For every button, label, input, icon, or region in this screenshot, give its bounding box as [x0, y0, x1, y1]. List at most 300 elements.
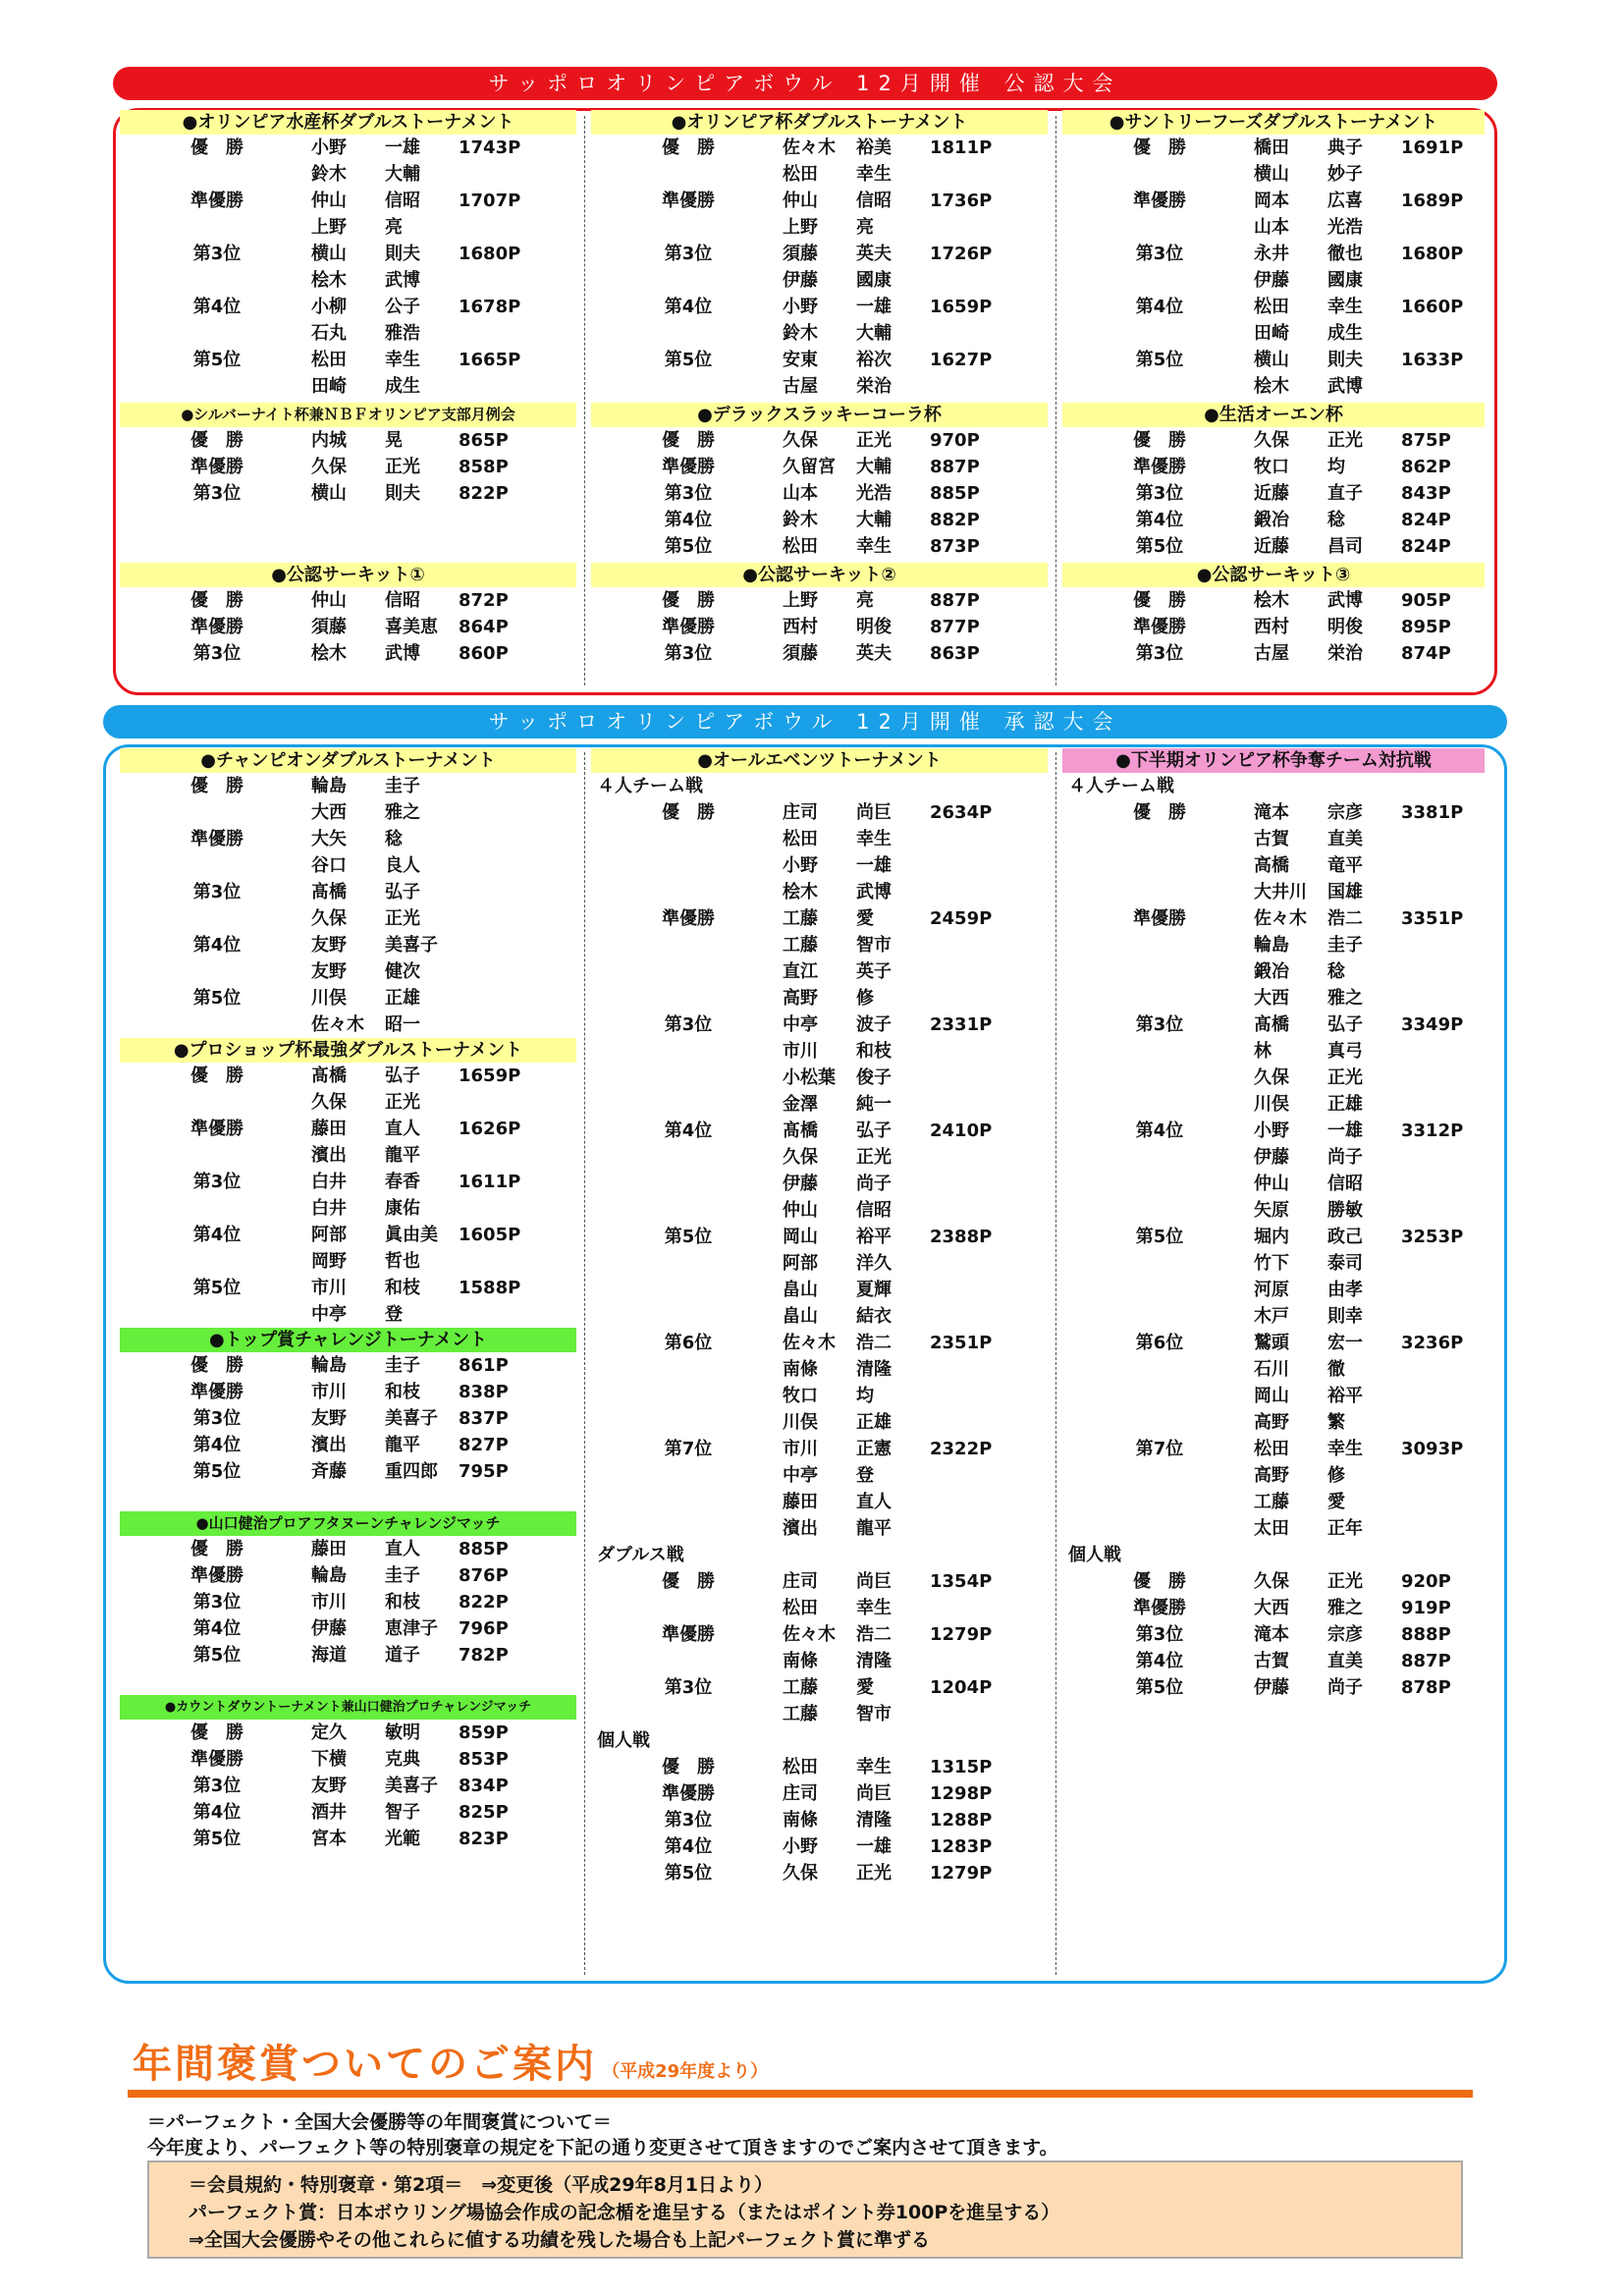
last-name: 庄司 [783, 802, 818, 823]
score: 1288P [930, 1810, 993, 1831]
rank-label: 第3位 [192, 483, 242, 504]
first-name: 英夫 [856, 244, 892, 264]
rank-label: 優 勝 [190, 1066, 243, 1086]
first-name: 國康 [856, 270, 892, 291]
tournament-section [120, 1511, 576, 1695]
last-name: 市川 [311, 1592, 347, 1613]
first-name: 弘子 [385, 1066, 420, 1086]
first-name: 哲也 [385, 1251, 420, 1272]
last-name: 石丸 [311, 323, 347, 344]
result-row [1062, 1648, 1485, 1674]
rank-label: 第5位 [1135, 350, 1184, 370]
last-name: 工藤 [1254, 1492, 1289, 1512]
result-row [591, 879, 1048, 905]
first-name: 幸生 [856, 829, 892, 849]
result-row [591, 427, 1048, 454]
rank-label: 第3位 [664, 1677, 713, 1698]
result-row [591, 1250, 1048, 1277]
score: 834P [459, 1776, 509, 1796]
first-name: 成生 [385, 376, 420, 397]
first-name: 雅之 [1327, 1598, 1363, 1618]
rank-label: 第4位 [192, 297, 242, 317]
last-name: 藤田 [311, 1119, 347, 1139]
last-name: 佐々木 [1254, 908, 1307, 929]
approved-banner: サッポロオリンピアボウル 12月開催 承認大会 [103, 705, 1507, 738]
official-column-2 [591, 110, 1048, 667]
score: 882P [930, 510, 980, 530]
score: 873P [930, 536, 980, 557]
result-row [120, 1720, 576, 1746]
first-name: 愛 [1327, 1492, 1345, 1512]
result-row [1062, 1171, 1485, 1197]
result-row [591, 1197, 1048, 1224]
tournament-section [591, 110, 1048, 403]
result-row [120, 879, 576, 905]
last-name: 仲山 [311, 191, 347, 211]
result-row [591, 1303, 1048, 1330]
last-name: 市川 [311, 1278, 347, 1298]
rank-label: 優 勝 [190, 590, 243, 611]
result-row [120, 1562, 576, 1589]
last-name: 古屋 [783, 376, 818, 397]
first-name: 一雄 [856, 1836, 892, 1857]
section-title: ●オールエベンツトーナメント [591, 748, 1048, 773]
first-name: 徹 [1327, 1359, 1345, 1380]
result-row [1062, 135, 1485, 161]
result-row [591, 1038, 1048, 1065]
last-name: 鷲頭 [1254, 1333, 1289, 1353]
last-name: 石川 [1254, 1359, 1289, 1380]
score: 795P [459, 1461, 509, 1482]
rank-label: 第3位 [192, 1592, 242, 1613]
rank-label: 準優勝 [662, 191, 715, 211]
rank-label: 準優勝 [662, 1624, 715, 1645]
last-name: 伊藤 [1254, 1147, 1289, 1168]
rank-label: 準優勝 [190, 191, 243, 211]
result-row [1062, 587, 1485, 614]
score: 1660P [1401, 297, 1464, 317]
score: 838P [459, 1382, 509, 1402]
last-name: 輪島 [1254, 935, 1289, 956]
last-name: 桧木 [311, 643, 347, 664]
first-name: 尚巨 [856, 1783, 892, 1804]
last-name: 鍛冶 [1254, 510, 1289, 530]
score: 3349P [1401, 1014, 1464, 1035]
result-row [120, 320, 576, 347]
rank-label: 優 勝 [1133, 590, 1186, 611]
last-name: 上野 [783, 217, 818, 238]
last-name: 桧木 [311, 270, 347, 291]
result-row [120, 1826, 576, 1852]
last-name: 近藤 [1254, 536, 1289, 557]
rank-label: 第4位 [664, 1836, 713, 1857]
last-name: 輪島 [311, 1355, 347, 1376]
result-row [591, 1224, 1048, 1250]
section-title: ●公認サーキット③ [1062, 563, 1485, 587]
first-name: 正年 [1327, 1518, 1363, 1539]
score: 970P [930, 430, 980, 451]
section-title: ●プロショップ杯最強ダブルストーナメント [120, 1038, 576, 1063]
last-name: 高橋 [1254, 855, 1289, 876]
last-name: 小柳 [311, 297, 347, 317]
rank-label: 第7位 [664, 1439, 713, 1459]
last-name: 横山 [311, 244, 347, 264]
first-name: 信昭 [385, 191, 420, 211]
official-column-3 [1062, 110, 1485, 667]
rank-label: 準優勝 [1133, 617, 1186, 637]
last-name: 滝本 [1254, 802, 1289, 823]
rank-label: 第3位 [1135, 643, 1184, 664]
result-row [1062, 614, 1485, 640]
result-row [591, 454, 1048, 480]
score: 3236P [1401, 1333, 1464, 1353]
result-row [1062, 1197, 1485, 1224]
result-row [1062, 214, 1485, 241]
last-name: 桧木 [783, 882, 818, 902]
score: 782P [459, 1645, 509, 1666]
first-name: 浩二 [1327, 908, 1363, 929]
rank-label: 準優勝 [190, 1119, 243, 1139]
result-row [120, 614, 576, 640]
rank-label: 第3位 [192, 1776, 242, 1796]
last-name: 久保 [311, 908, 347, 929]
last-name: 海道 [311, 1645, 347, 1666]
tournament-section [120, 110, 576, 403]
score: 887P [930, 590, 980, 611]
rank-label: 第3位 [664, 244, 713, 264]
last-name: 堀内 [1254, 1227, 1289, 1247]
result-row [1062, 427, 1485, 454]
rank-label: 第3位 [192, 1172, 242, 1192]
last-name: 久保 [783, 430, 818, 451]
result-row [1062, 932, 1485, 958]
last-name: 工藤 [783, 1704, 818, 1724]
first-name: 一雄 [385, 137, 420, 158]
notice-heading [133, 2033, 768, 2089]
score: 822P [459, 1592, 509, 1613]
first-name: 信昭 [856, 1200, 892, 1221]
last-name: 大矢 [311, 829, 347, 849]
result-row [120, 454, 576, 480]
subsection-label: ４人チーム戦 [597, 776, 703, 796]
result-row [591, 1118, 1048, 1144]
last-name: 上野 [311, 217, 347, 238]
rank-label: 準優勝 [190, 617, 243, 637]
first-name: 純一 [856, 1094, 892, 1115]
notice-title-note: （平成29年度より） [602, 2061, 769, 2082]
last-name: 伊藤 [1254, 270, 1289, 291]
last-name: 松田 [783, 829, 818, 849]
section-title: ●山口健治プロアフタヌーンチャレンジマッチ [120, 1511, 576, 1536]
section-title: ●シルバーナイト杯兼ＮＢＦオリンピア支部月例会 [120, 403, 576, 427]
score: 823P [459, 1829, 509, 1849]
last-name: 南條 [783, 1651, 818, 1671]
last-name: 庄司 [783, 1783, 818, 1804]
first-name: 圭子 [385, 1565, 420, 1586]
first-name: 幸生 [385, 350, 420, 370]
section-title: ●オリンピア水産杯ダブルストーナメント [120, 110, 576, 135]
last-name: 太田 [1254, 1518, 1289, 1539]
last-name: 斉藤 [311, 1461, 347, 1482]
result-row [591, 1462, 1048, 1489]
last-name: 横山 [311, 483, 347, 504]
result-row [591, 1648, 1048, 1674]
first-name: 則夫 [1327, 350, 1363, 370]
result-row [1062, 958, 1485, 985]
result-row [120, 161, 576, 188]
result-row [120, 1615, 576, 1642]
result-row [120, 241, 576, 267]
approved-column-3 [1062, 748, 1485, 1701]
first-name: 美喜子 [385, 935, 438, 956]
last-name: 庄司 [783, 1571, 818, 1592]
result-row [1062, 507, 1485, 533]
last-name: 松田 [783, 164, 818, 185]
last-name: 佐々木 [783, 137, 836, 158]
first-name: 則夫 [385, 483, 420, 504]
rank-label: 準優勝 [190, 1565, 243, 1586]
rank-label: 第3位 [192, 1408, 242, 1429]
rank-label: 第3位 [1135, 1014, 1184, 1035]
first-name: 直子 [1327, 483, 1363, 504]
rank-label: 準優勝 [662, 457, 715, 477]
first-name: 宗彦 [1327, 802, 1363, 823]
first-name: 勝敏 [1327, 1200, 1363, 1221]
result-row [120, 1589, 576, 1615]
first-name: 武博 [385, 643, 420, 664]
result-row [1062, 1383, 1485, 1409]
result-row [591, 533, 1048, 560]
first-name: 圭子 [1327, 935, 1363, 956]
first-name: 正憲 [856, 1439, 892, 1459]
score: 877P [930, 617, 980, 637]
last-name: 佐々木 [311, 1014, 364, 1035]
first-name: 國康 [1327, 270, 1363, 291]
first-name: 武博 [385, 270, 420, 291]
score: 874P [1401, 643, 1451, 664]
first-name: 智子 [385, 1802, 420, 1823]
score: 843P [1401, 483, 1451, 504]
result-row [120, 1222, 576, 1248]
first-name: 道子 [385, 1645, 420, 1666]
result-row [120, 1142, 576, 1169]
result-row [1062, 161, 1485, 188]
subsection-label: 個人戦 [1068, 1545, 1121, 1565]
first-name: 雅浩 [385, 323, 420, 344]
result-row [120, 826, 576, 852]
score: 1743P [459, 137, 521, 158]
result-row [120, 1405, 576, 1432]
score: 1627P [930, 350, 993, 370]
section-title: ●トップ賞チャレンジトーナメント [120, 1328, 576, 1352]
last-name: 大西 [1254, 988, 1289, 1009]
first-name: 雅之 [1327, 988, 1363, 1009]
first-name: 妙子 [1327, 164, 1363, 185]
first-name: 喜美恵 [385, 617, 438, 637]
score: 861P [459, 1355, 509, 1376]
score: 1298P [930, 1783, 993, 1804]
section-title: ●下半期オリンピア杯争奪チーム対抗戦 [1062, 748, 1485, 773]
last-name: 小野 [1254, 1121, 1289, 1141]
last-name: 松田 [311, 350, 347, 370]
score: 863P [930, 643, 980, 664]
last-name: 工藤 [783, 935, 818, 956]
score: 3351P [1401, 908, 1464, 929]
result-row [591, 1277, 1048, 1303]
first-name: 信昭 [1327, 1174, 1363, 1194]
first-name: 直人 [385, 1119, 420, 1139]
last-name: 友野 [311, 1408, 347, 1429]
first-name: 尚巨 [856, 1571, 892, 1592]
score: 853P [459, 1749, 509, 1770]
first-name: 公子 [385, 297, 420, 317]
last-name: 直江 [783, 961, 818, 982]
last-name: 阿部 [783, 1253, 818, 1274]
last-name: 須藤 [783, 643, 818, 664]
score: 872P [459, 590, 509, 611]
first-name: 一雄 [856, 855, 892, 876]
result-row [591, 1171, 1048, 1197]
result-row [591, 294, 1048, 320]
last-name: 工藤 [783, 908, 818, 929]
first-name: 繁 [1327, 1412, 1345, 1433]
score: 1680P [1401, 244, 1464, 264]
first-name: 弘子 [385, 882, 420, 902]
rank-label: 第5位 [192, 350, 242, 370]
first-name: 正光 [856, 430, 892, 451]
result-row [120, 347, 576, 373]
result-row [120, 1352, 576, 1379]
spacer [120, 1668, 576, 1695]
notice-line-1: ＝パーフェクト・全国大会優勝等の年間褒賞について＝ [147, 2111, 612, 2133]
score: 919P [1401, 1598, 1451, 1618]
rank-label: 第3位 [664, 1810, 713, 1831]
first-name: 春香 [385, 1172, 420, 1192]
last-name: 滝本 [1254, 1624, 1289, 1645]
first-name: 大輔 [385, 164, 420, 185]
score: 1626P [459, 1119, 521, 1139]
first-name: 敏明 [385, 1722, 420, 1743]
last-name: 久保 [1254, 1067, 1289, 1088]
result-row [120, 932, 576, 958]
rank-label: 準優勝 [662, 1783, 715, 1804]
first-name: 幸生 [856, 164, 892, 185]
rank-label: 第4位 [192, 1435, 242, 1455]
result-row [120, 1746, 576, 1773]
last-name: 定久 [311, 1722, 347, 1743]
last-name: 中亭 [783, 1014, 818, 1035]
score: 1633P [1401, 350, 1464, 370]
result-row [1062, 852, 1485, 879]
rank-label: 準優勝 [190, 1382, 243, 1402]
first-name: 夏輝 [856, 1280, 892, 1300]
score: 1279P [930, 1624, 993, 1645]
last-name: 岡山 [783, 1227, 818, 1247]
result-row [120, 1248, 576, 1275]
rank-label: 準優勝 [1133, 457, 1186, 477]
last-name: 横山 [1254, 350, 1289, 370]
last-name: 竹下 [1254, 1253, 1289, 1274]
result-row [591, 1065, 1048, 1091]
score: 2459P [930, 908, 993, 929]
first-name: 真弓 [1327, 1041, 1363, 1062]
last-name: 山本 [1254, 217, 1289, 238]
result-row [591, 1091, 1048, 1118]
result-row [591, 1515, 1048, 1542]
result-row [591, 1568, 1048, 1595]
score: 895P [1401, 617, 1451, 637]
last-name: 松田 [1254, 1439, 1289, 1459]
result-row [1062, 454, 1485, 480]
last-name: 松田 [1254, 297, 1289, 317]
score: 860P [459, 643, 509, 664]
first-name: 泰司 [1327, 1253, 1363, 1274]
official-column-1 [120, 110, 576, 667]
first-name: 信昭 [385, 590, 420, 611]
rank-label: 第3位 [664, 1014, 713, 1035]
rank-label: 第5位 [1135, 1677, 1184, 1698]
rank-label: 優 勝 [662, 802, 715, 823]
result-row [591, 1780, 1048, 1807]
rank-label: 準優勝 [190, 457, 243, 477]
result-row [120, 1116, 576, 1142]
result-row [591, 1489, 1048, 1515]
last-name: 小松葉 [783, 1067, 836, 1088]
last-name: 谷口 [311, 855, 347, 876]
first-name: 昌司 [1327, 536, 1363, 557]
notice-box-line-3: ⇒全国大会優勝やその他これらに値する功績を残した場合も上記パーフェクト賞に準ずる [189, 2229, 931, 2251]
result-row [1062, 1303, 1485, 1330]
last-name: 久保 [311, 457, 347, 477]
last-name: 久保 [1254, 430, 1289, 451]
first-name: 和枝 [385, 1592, 420, 1613]
result-row [591, 161, 1048, 188]
first-name: 幸生 [1327, 297, 1363, 317]
last-name: 小野 [783, 1836, 818, 1857]
last-name: 川俣 [311, 988, 347, 1009]
first-name: 幸生 [856, 1757, 892, 1777]
first-name: 均 [1327, 457, 1345, 477]
first-name: 大輔 [856, 457, 892, 477]
last-name: 山本 [783, 483, 818, 504]
rank-label: 優 勝 [662, 1571, 715, 1592]
result-row [120, 1301, 576, 1328]
score: 887P [930, 457, 980, 477]
score: 885P [459, 1539, 509, 1559]
result-row [120, 640, 576, 667]
first-name: 直美 [1327, 1651, 1363, 1671]
first-name: 尚子 [1327, 1147, 1363, 1168]
result-row [120, 135, 576, 161]
last-name: 久留宮 [783, 457, 836, 477]
last-name: 桧木 [1254, 376, 1289, 397]
last-name: 松田 [783, 1598, 818, 1618]
first-name: 稔 [385, 829, 403, 849]
result-row [120, 1536, 576, 1562]
last-name: 白井 [311, 1198, 347, 1219]
result-row [1062, 373, 1485, 400]
first-name: 武博 [856, 882, 892, 902]
last-name: 市川 [311, 1382, 347, 1402]
result-row [591, 135, 1048, 161]
section-title: ●チャンピオンダブルストーナメント [120, 748, 576, 773]
rank-label: 第5位 [1135, 1227, 1184, 1247]
last-name: 中亭 [311, 1304, 347, 1325]
last-name: 友野 [311, 961, 347, 982]
score: 2388P [930, 1227, 993, 1247]
rank-label: 優 勝 [190, 776, 243, 796]
last-name: 桧木 [1254, 590, 1289, 611]
